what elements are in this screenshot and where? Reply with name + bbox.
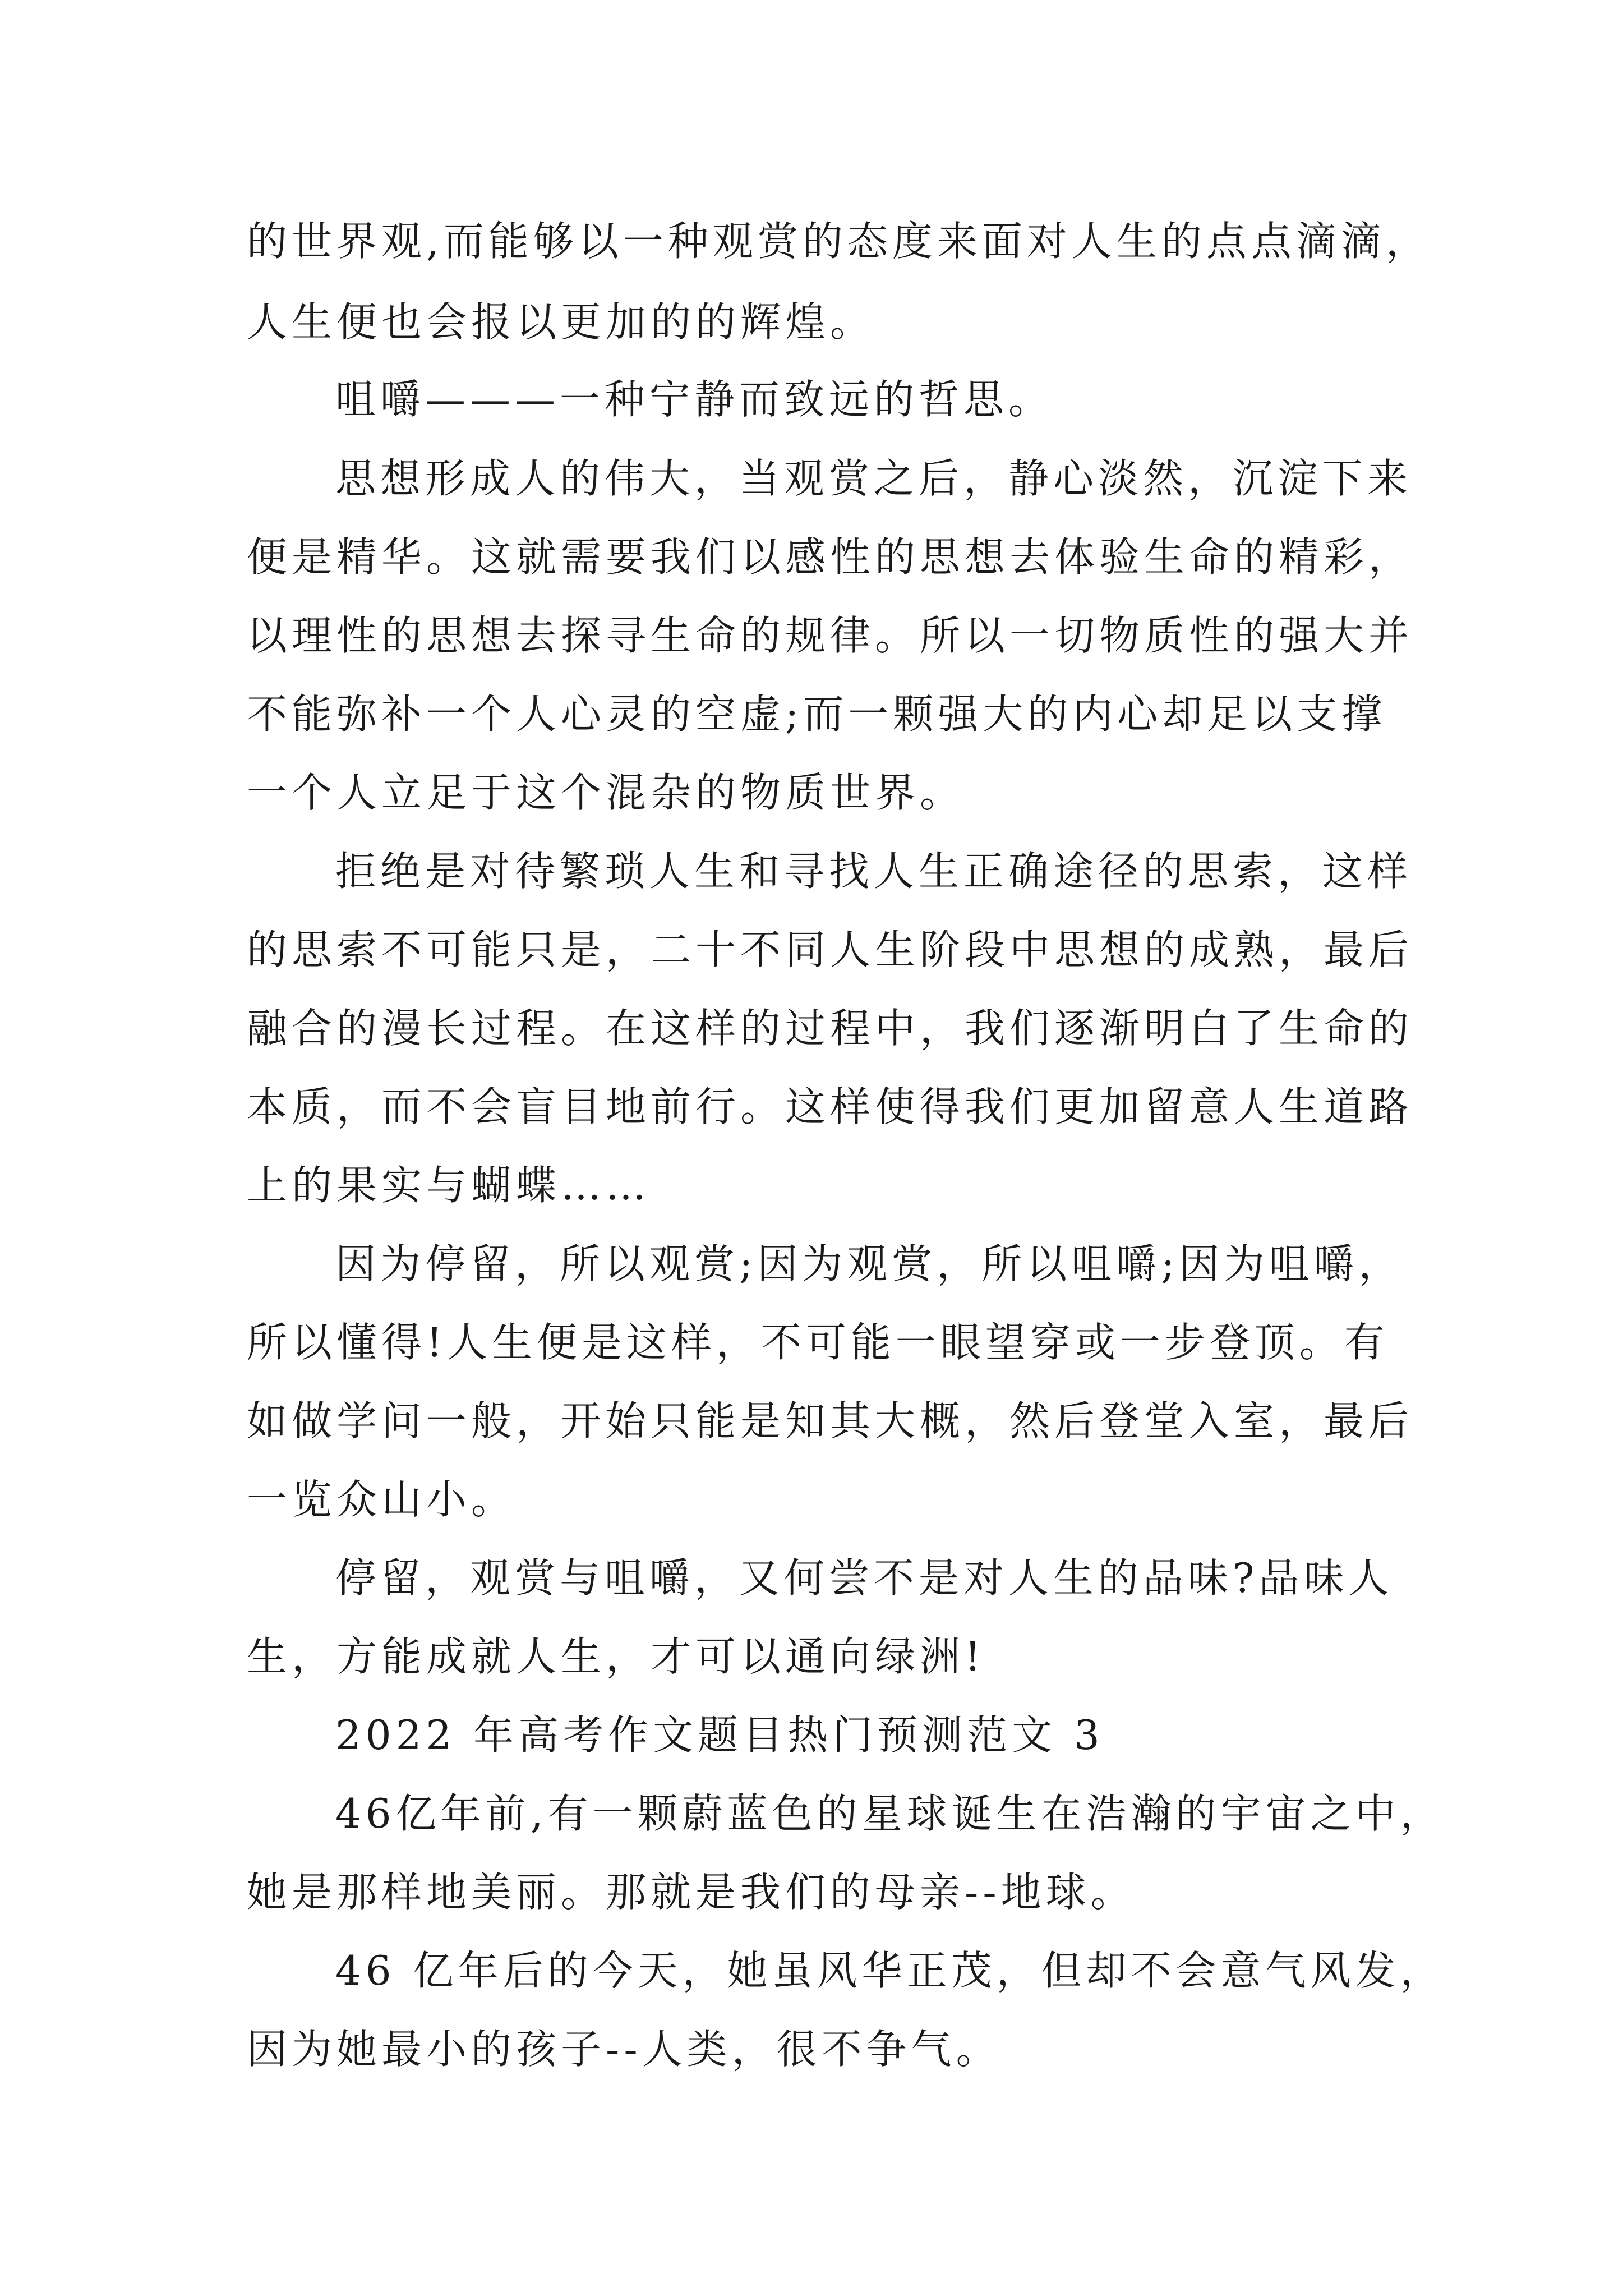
text-line: 拒绝是对待繁琐人生和寻找人生正确途径的思索，这样 [335, 848, 1413, 895]
text-line: 停留，观赏与咀嚼，又何尝不是对人生的品味?品味人 [335, 1554, 1394, 1602]
text-line: 一览众山小。 [247, 1476, 517, 1523]
text-line: 便是精华。这就需要我们以感性的思想去体验生命的精彩， [247, 533, 1414, 581]
text-line: 思想形成人的伟大，当观赏之后，静心淡然，沉淀下来 [335, 455, 1413, 502]
text-line: 上的果实与蝴蝶…… [247, 1162, 651, 1209]
text-line: 46亿年前,有一颗蔚蓝色的星球诞生在浩瀚的宇宙之中， [335, 1790, 1445, 1837]
text-line: 生，方能成就人生，才可以通向绿洲! [247, 1633, 985, 1680]
text-line: 因为停留，所以观赏;因为观赏，所以咀嚼;因为咀嚼， [335, 1240, 1404, 1287]
text-line: 她是那样地美丽。那就是我们的母亲--地球。 [247, 1869, 1136, 1916]
text-line: 人生便也会报以更加的的辉煌。 [247, 298, 875, 346]
text-line: 不能弥补一个人心灵的空虚;而一颗强大的内心却足以支撑 [247, 691, 1387, 738]
section-heading: 2022 年高考作文题目热门预测范文 3 [335, 1711, 1104, 1759]
text-line: 所以懂得!人生便是这样，不可能一眼望穿或一步登顶。有 [247, 1319, 1389, 1366]
text-line: 的思索不可能只是，二十不同人生阶段中思想的成熟，最后 [247, 926, 1414, 973]
text-line: 咀嚼———一种宁静而致远的哲思。 [335, 376, 1054, 423]
text-line: 因为她最小的孩子--人类，很不争气。 [247, 2026, 1001, 2073]
text-line: 一个人立足于这个混杂的物质世界。 [247, 769, 965, 816]
text-line: 如做学问一般，开始只能是知其大概，然后登堂入室，最后 [247, 1397, 1414, 1444]
text-line: 融合的漫长过程。在这样的过程中，我们逐渐明白了生命的 [247, 1005, 1414, 1052]
text-line: 的世界观,而能够以一种观赏的态度来面对人生的点点滴滴， [247, 218, 1431, 265]
text-line: 本质，而不会盲目地前行。这样使得我们更加留意人生道路 [247, 1083, 1414, 1130]
text-line: 以理性的思想去探寻生命的规律。所以一切物质性的强大并 [247, 612, 1414, 659]
text-line: 46 亿年后的今天，她虽风华正茂，但却不会意气风发， [335, 1947, 1445, 1994]
